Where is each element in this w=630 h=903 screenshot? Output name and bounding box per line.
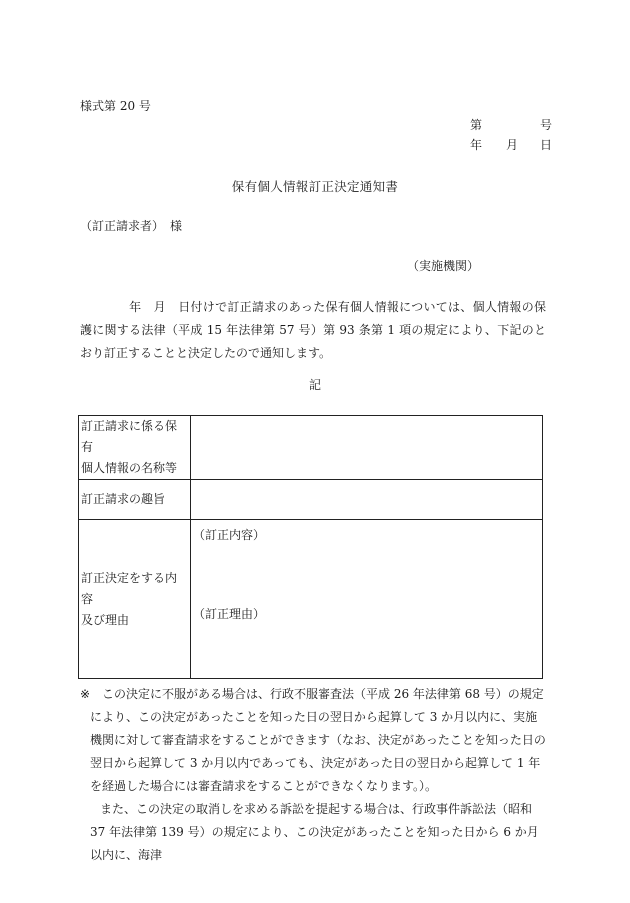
table-row — [79, 520, 543, 679]
requester-line: （訂正請求者） 様 — [80, 219, 183, 233]
note-2-text: また、この決定の取消しを求める訴訟を提起する場合は、行政事件訴訟法（昭和 37 年法律第 139 号）の規定により、この決定があったことを知った日から 6 か月以内に、海津 — [90, 802, 539, 862]
note-1-text: この決定に不服がある場合は、行政不服審査法（平成 26 年法律第 68 号）の規定により、この決定があったことを知った日の翌日から起算して 3 か月以内に、実施機関に対して審査請求をすることができます（なお、決定があったことを知った日の翌日から起算して 3 か月以内であっても、決定があった日の翌日から起算して 1 年を経過した場合には審査請求をすることができなくなります。）。 — [90, 687, 546, 793]
table-row — [79, 416, 543, 480]
row1-label — [79, 416, 191, 480]
date-year: 年 — [470, 138, 483, 152]
body-paragraph — [80, 296, 546, 365]
doc-number-prefix: 第 — [470, 118, 483, 132]
row3-label-line2: 及び理由 — [81, 612, 130, 627]
row2-label: 訂正請求の趣旨 — [79, 480, 191, 520]
decision-table — [78, 415, 543, 679]
date-month: 月 — [506, 138, 519, 152]
note-1 — [80, 683, 548, 798]
row1-label-line2: 個人情報の名称等 — [81, 461, 178, 475]
date-day: 日 — [540, 138, 553, 152]
form-number: 様式第 20 号 — [80, 99, 151, 113]
row1-value — [191, 416, 543, 480]
notes-section — [80, 683, 548, 867]
row3-value — [191, 520, 543, 679]
agency-line: （実施機関） — [407, 259, 480, 273]
correction-content-label: （訂正内容） — [193, 528, 266, 542]
table-row — [79, 480, 543, 520]
row3-label — [79, 520, 191, 679]
body-text: 年 月 日付けで訂正請求のあった保有個人情報については、個人情報の保護に関する法律（平成 15 年法律第 57 号）第 93 条第 1 項の規定により、下記のとおり訂正することと決定したので通知します。 — [80, 300, 546, 360]
correction-reason-label: （訂正理由） — [193, 607, 266, 621]
document-title: 保有個人情報訂正決定通知書 — [231, 179, 399, 194]
row2-value — [191, 480, 543, 520]
note-2 — [80, 798, 548, 867]
note-mark: ※ — [80, 687, 91, 701]
ki-heading: 記 — [308, 378, 321, 392]
row1-label-line1: 訂正請求に係る保有 — [81, 419, 178, 454]
doc-number-suffix: 号 — [540, 118, 553, 132]
row3-label-line1: 訂正決定をする内容 — [81, 570, 178, 606]
